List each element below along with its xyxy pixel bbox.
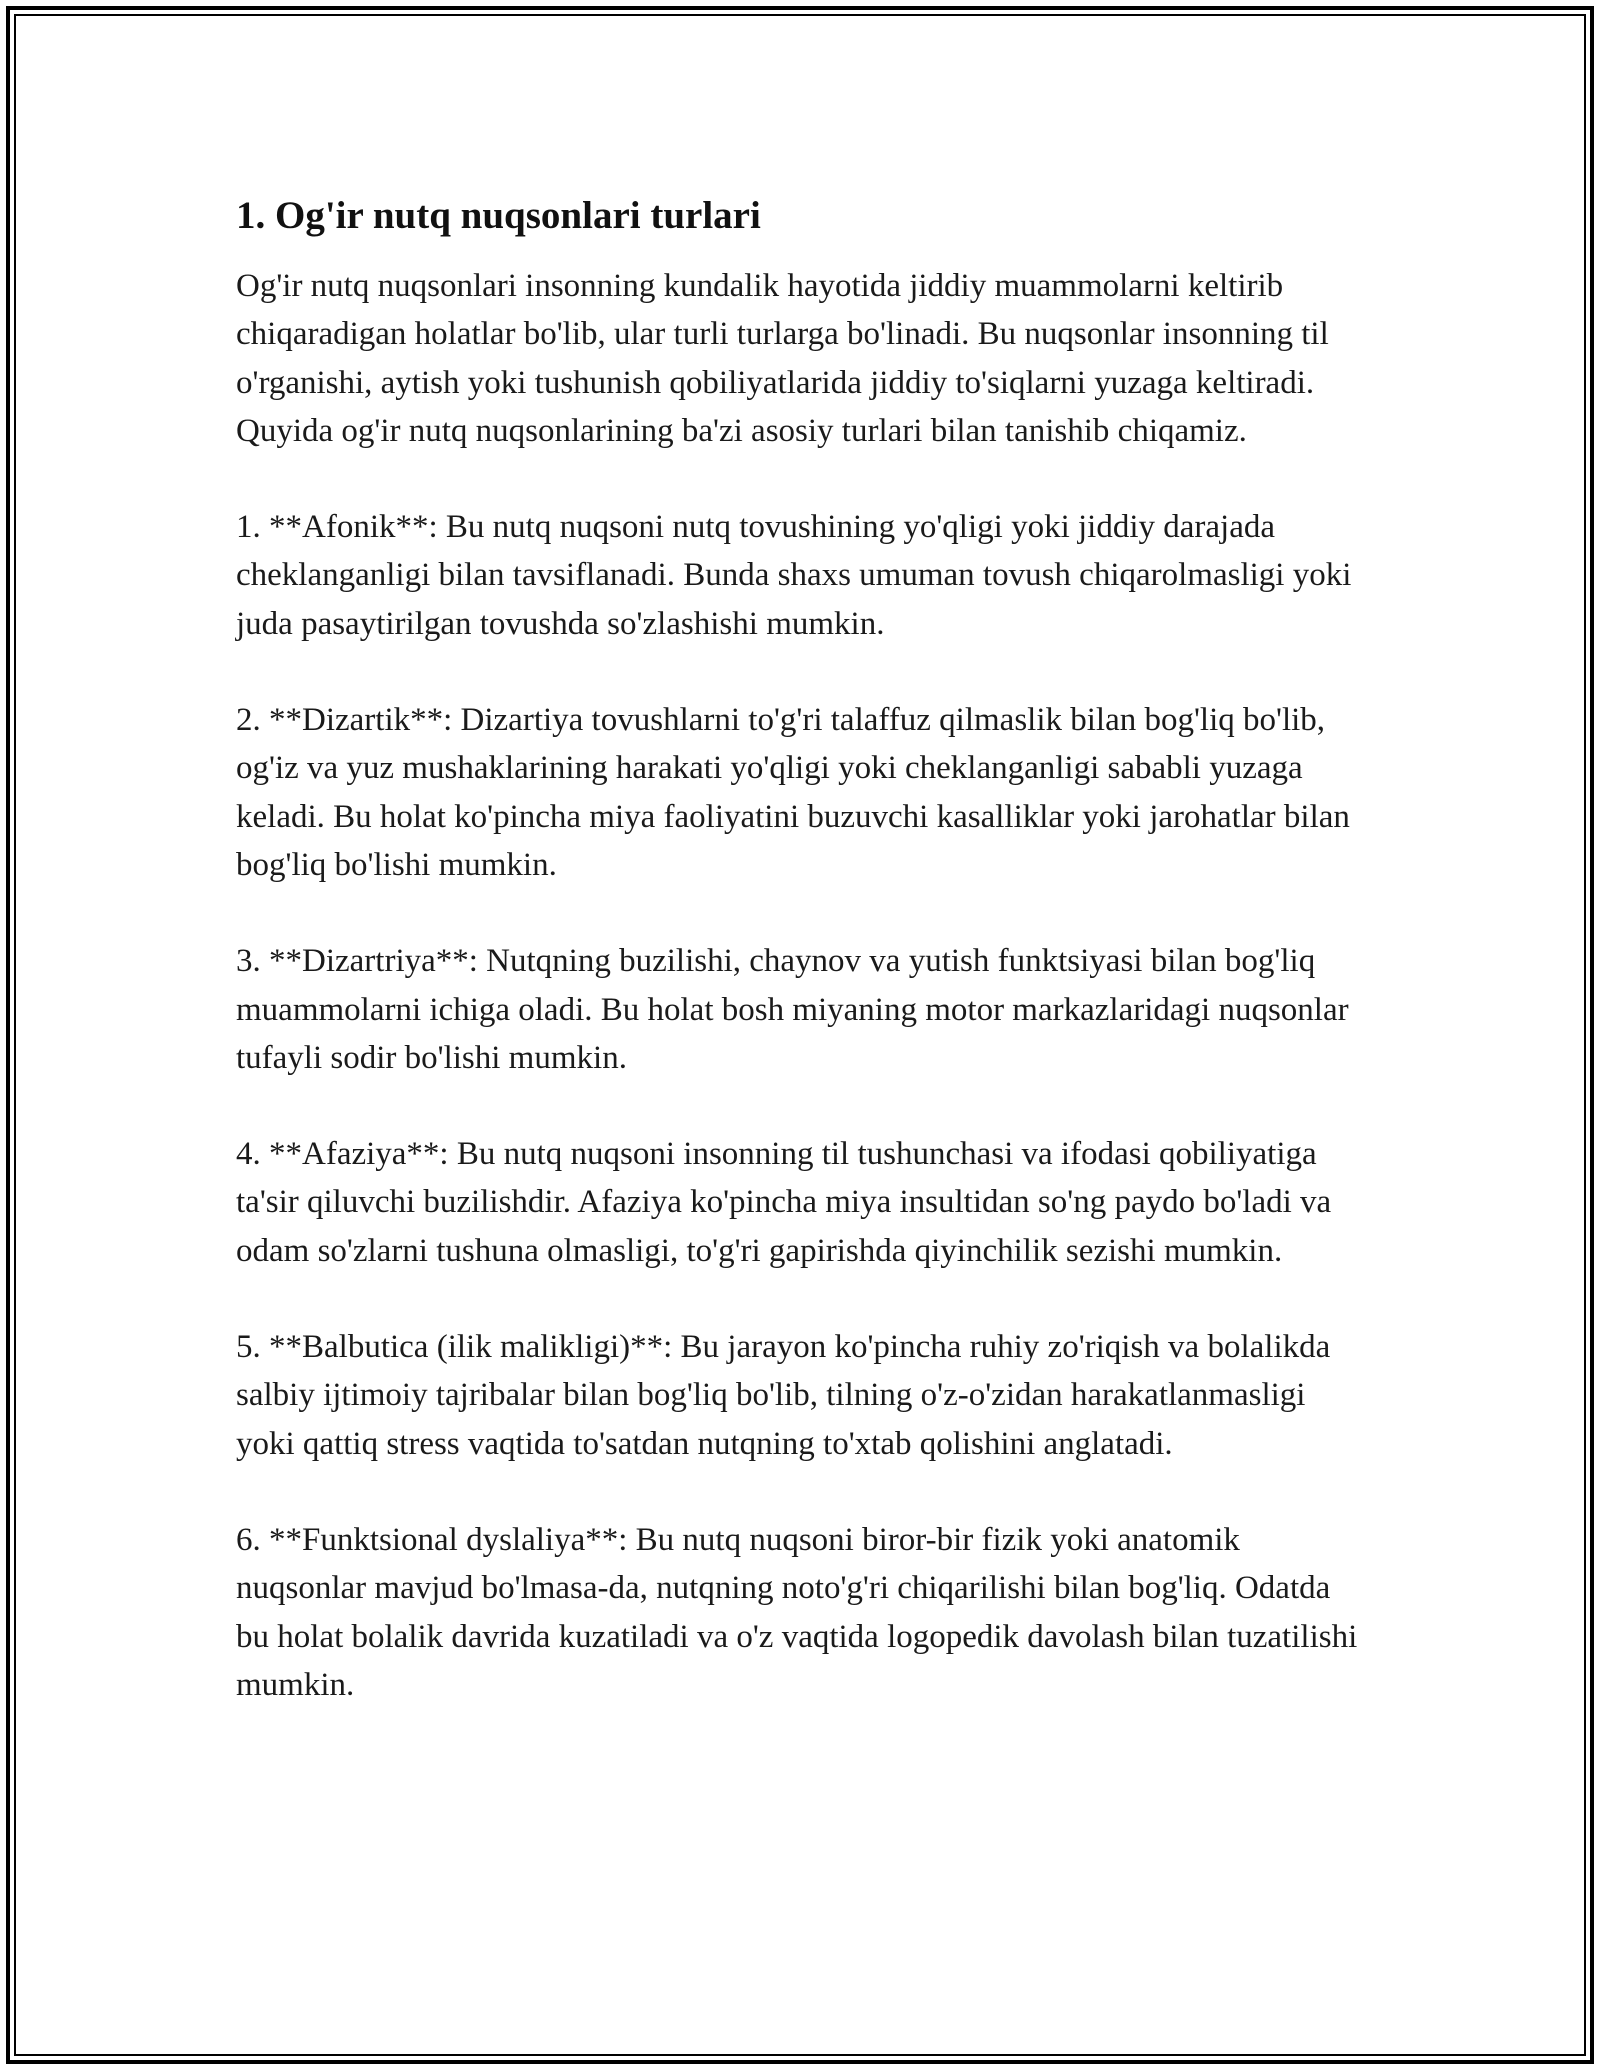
section-heading: 1. Og'ir nutq nuqsonlari turlari — [236, 194, 761, 237]
item-balbutica: 5. **Balbutica (ilik malikligi)**: Bu jarayon ko'pincha ruhiy zo'riqish va bolalikda salbiy ijtimoiy tajribalar bilan bog'liq bo'lib, tilning o'z-o'zidan harakatlanmasligi yoki qattiq stress vaqtida to'satdan nutqning to'xtab qolishini anglatadi. — [236, 1329, 1331, 1462]
intro-paragraph: Og'ir nutq nuqsonlari insonning kundalik hayotida jiddiy muammolarni keltirib chiqaradigan holatlar bo'lib, ular turli turlarga bo'linadi. Bu nuqsonlar insonning til o'rganishi, aytish yoki tushunish qobiliyatlarida jiddiy to'siqlarni yuzaga keltiradi. Quyida og'ir nutq nuqsonlarining ba'zi asosiy turlari bilan tanishib chiqamiz. — [236, 268, 1329, 449]
document-body — [236, 188, 1366, 1757]
item-dizartriya: 3. **Dizartriya**: Nutqning buzilishi, chaynov va yutish funktsiyasi bilan bog'liq muammolarni ichiga oladi. Bu holat bosh miyaning motor markazlaridagi nuqsonlar tufayli sodir bo'lishi mumkin. — [236, 943, 1349, 1076]
item-funktsional-dyslaliya: 6. **Funktsional dyslaliya**: Bu nutq nuqsoni biror-bir fizik yoki anatomik nuqsonlar mavjud bo'lmasa-da, nutqning noto'g'ri chiqarilishi bilan bog'liq. Odatda bu holat bolalik davrida kuzatiladi va o'z vaqtida logopedik davolash bilan tuzatilishi mumkin. — [236, 1521, 1358, 1703]
item-afonik: 1. **Afonik**: Bu nutq nuqsoni nutq tovushining yo'qligi yoki jiddiy darajada cheklanganligi bilan tavsiflanadi. Bunda shaxs umuman tovush chiqarolmasligi yoki juda pasaytirilgan tovushda so'zlashishi mumkin. — [236, 509, 1352, 642]
item-afaziya: 4. **Afaziya**: Bu nutq nuqsoni insonning til tushunchasi va ifodasi qobiliyatiga ta'sir qiluvchi buzilishdir. Afaziya ko'pincha miya insultidan so'ng paydo bo'ladi va odam so'zlarni tushuna olmasligi, to'g'ri gapirishda qiyinchilik sezishi mumkin. — [236, 1136, 1332, 1269]
item-dizartik: 2. **Dizartik**: Dizartiya tovushlarni to'g'ri talaffuz qilmaslik bilan bog'liq bo'lib, og'iz va yuz mushaklarining harakati yo'qligi yoki cheklanganligi sababli yuzaga keladi. Bu holat ko'pincha miya faoliyatini buzuvchi kasalliklar yoki jarohatlar bilan bog'liq bo'lishi mumkin. — [236, 702, 1350, 883]
